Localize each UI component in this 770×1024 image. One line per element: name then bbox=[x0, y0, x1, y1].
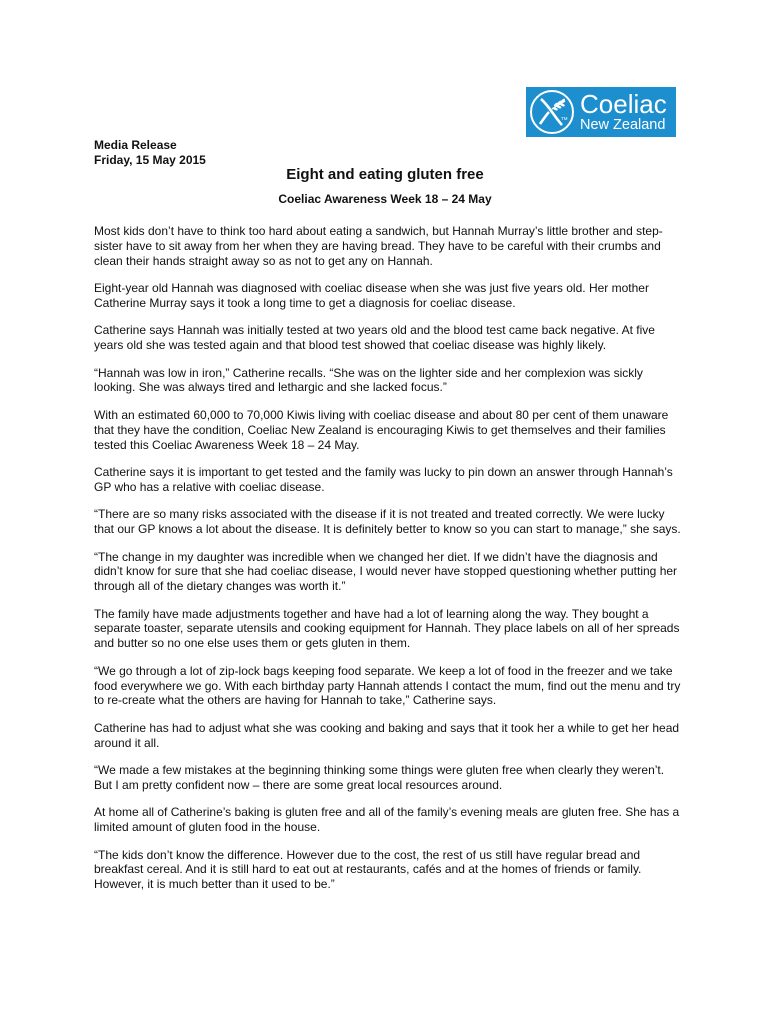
release-date: Friday, 15 May 2015 bbox=[94, 153, 206, 167]
coeliac-nz-logo bbox=[526, 87, 676, 137]
page-subtitle: Coeliac Awareness Week 18 – 24 May bbox=[278, 192, 492, 206]
paragraph: Catherine says Hannah was initially tested at two years old and the blood test came back negative. At five years old she was tested again and that blood test showed that coeliac disease was highly likely. bbox=[94, 323, 655, 353]
paragraph: Catherine says it is important to get tested and the family was lucky to pin down an answer through Hannah’s GP who has a relative with coeliac disease. bbox=[94, 465, 673, 494]
paragraph: The family have made adjustments together and have had a lot of learning along the way. They bought a separate toaster, separate utensils and cooking equipment for Hannah. They place labels on all of her spreads and butter so no one else uses them or gets gluten in them. bbox=[94, 606, 680, 651]
svg-text:TM: TM bbox=[561, 116, 568, 121]
logo-name: Coeliac bbox=[580, 89, 667, 120]
paragraph: “The kids don’t know the difference. However due to the cost, the rest of us still have regular bread and breakfast cereal. And it is still hard to eat out at restaurants, cafés and at the homes of friends or family. However, it is much better than it used to be.” bbox=[94, 847, 642, 892]
paragraph: “The change in my daughter was incredible when we changed her diet. If we didn’t have the diagnosis and didn’t know for sure that she had coeliac disease, I would never have stopped questioning whether putting her through all of the dietary changes was worth it.” bbox=[94, 549, 678, 594]
paragraph: With an estimated 60,000 to 70,000 Kiwis living with coeliac disease and about 80 per cent of them unaware that they have the condition, Coeliac New Zealand is encouraging Kiwis to get themselves and their families tested this Coeliac Awareness Week 18 – 24 May. bbox=[94, 407, 669, 452]
paragraph: At home all of Catherine’s baking is gluten free and all of the family’s evening meals are gluten free. She has a limited amount of gluten food in the house. bbox=[94, 805, 680, 835]
paragraph: Catherine has had to adjust what she was cooking and baking and says that it took her a while to get her head around it all. bbox=[94, 720, 680, 750]
wheat-cross-icon bbox=[530, 90, 574, 134]
article-body bbox=[94, 224, 684, 905]
release-label: Media Release bbox=[94, 138, 177, 152]
paragraph: “We made a few mistakes at the beginning thinking some things were gluten free when clearly they weren’t. But I am pretty confident now – there are some great local resources around. bbox=[94, 763, 665, 792]
paragraph: “We go through a lot of zip-lock bags keeping food separate. We keep a lot of food in the freezer and we take food everywhere we go. With each birthday party Hannah attends I contact the mum, find out the menu and try to re-create what the others are having for Hannah to take,” Catherine says. bbox=[94, 663, 681, 708]
logo-region: New Zealand bbox=[580, 117, 666, 134]
paragraph: Most kids don’t have to think too hard about eating a sandwich, but Hannah Murray’s little brother and step-sister have to sit away from her when they are having bread. They have to be careful with their crumbs and clean their hands straight away so as not to get any on Hannah. bbox=[94, 224, 663, 268]
page-title: Eight and eating gluten free bbox=[286, 166, 484, 183]
paragraph: “Hannah was low in iron,” Catherine recalls. “She was on the lighter side and her complexion was sickly looking. She was always tired and lethargic and she lacked focus.” bbox=[94, 365, 643, 395]
paragraph: “There are so many risks associated with the disease if it is not treated and treated correctly. We were lucky that our GP knows a lot about the disease. It is definitely better to know so you can start to manage,” she says. bbox=[94, 507, 681, 537]
release-meta bbox=[94, 138, 206, 168]
paragraph: Eight-year old Hannah was diagnosed with coeliac disease when she was just five years old. Her mother Catherine Murray says it took a long time to get a diagnosis for coeliac disease. bbox=[94, 281, 649, 310]
